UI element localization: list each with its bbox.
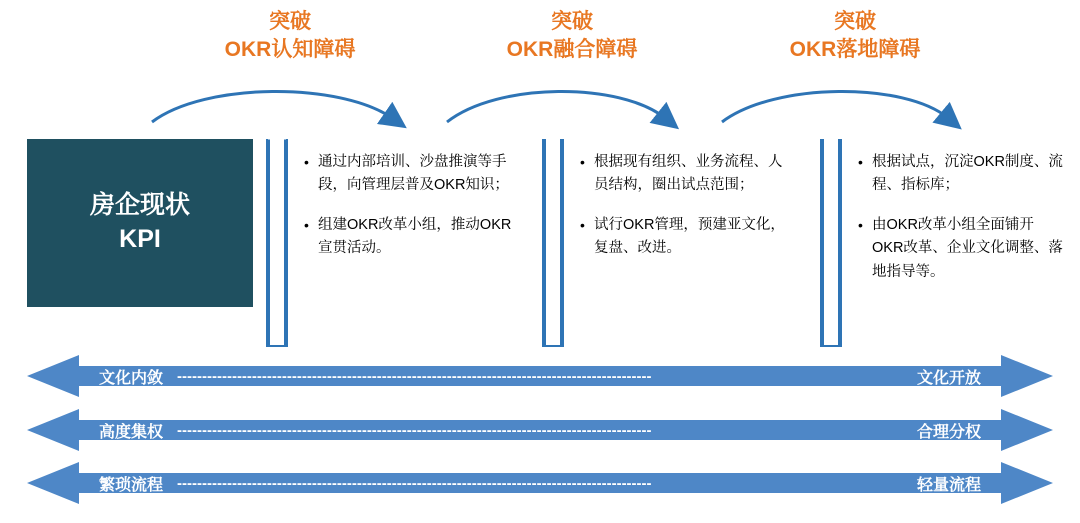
stage-2-bullet-2 — [580, 214, 792, 261]
top-arrow-label-2-line2: OKR融合障碍 — [506, 37, 638, 61]
top-arrow-label-1-line1: 突破 — [269, 10, 311, 33]
stage-1-bullet-2-text: 组建OKR改革小组，推动OKR宣贯活动。 — [318, 216, 512, 257]
stage-1-bullet-2 — [304, 214, 522, 261]
spectrum-1-dashes — [177, 355, 903, 397]
stage-3-bullet-2 — [858, 214, 1064, 284]
spectrum-2-left-label: 高度集权 — [99, 423, 164, 441]
stage-3-text — [858, 151, 1064, 284]
spectrum-3-left-label: 繁琐流程 — [99, 476, 164, 494]
spectrum-row-2 — [27, 409, 1053, 451]
bullet-icon: • — [858, 154, 863, 170]
stage-2-bullet-2-text: 试行OKR管理，预建亚文化，复盘、改进。 — [594, 216, 785, 257]
spectrum-1-right-label: 文化开放 — [916, 369, 981, 387]
stage-2-bullet-1-text: 根据现有组织、业务流程、人员结构，圈出试点范围； — [594, 154, 783, 194]
current-state-box — [27, 139, 253, 307]
curved-arrow-1 — [152, 91, 392, 122]
top-arrow-label-2 — [452, 8, 692, 63]
top-arrow-label-3-line2: OKR落地障碍 — [789, 37, 921, 61]
spectrum-2-right-label: 合理分权 — [916, 423, 981, 441]
stage-1-text — [304, 151, 522, 261]
spectrum-2-dash-text: ----------------------------------------------------------------------------------------------- — [177, 421, 652, 439]
stage-2-bullet-1 — [580, 151, 792, 198]
curved-arrow-3 — [722, 91, 948, 122]
top-arrow-label-3-line1: 突破 — [834, 10, 876, 33]
stage-2-bracket — [540, 139, 566, 347]
top-arrow-label-2-line1: 突破 — [551, 10, 593, 33]
stage-3-bracket — [818, 139, 844, 347]
stage-1-bullet-1-text: 通过内部培训、沙盘推演等手段，向管理层普及OKR知识； — [318, 154, 509, 194]
spectrum-row-3 — [27, 462, 1053, 504]
stage-1-bullet-1 — [304, 151, 522, 198]
bullet-icon: • — [580, 154, 585, 170]
current-state-line1: 房企现状 — [89, 191, 190, 220]
bullet-icon: • — [304, 154, 309, 170]
top-arrow-label-1-line2: OKR认知障碍 — [224, 37, 356, 61]
current-state-line2: KPI — [119, 225, 161, 253]
spectrum-1-left-label: 文化内敛 — [99, 369, 164, 387]
stage-3-bullet-1-text: 根据试点，沉淀OKR制度、流程、指标库； — [872, 154, 1063, 194]
spectrum-2-dashes — [177, 409, 903, 451]
spectrum-3-dash-text: ----------------------------------------------------------------------------------------------- — [177, 474, 652, 492]
spectrum-3-right-label: 轻量流程 — [916, 476, 981, 494]
stage-1-bracket — [264, 139, 290, 347]
curved-arrow-2 — [447, 91, 665, 122]
bullet-icon: • — [304, 216, 309, 233]
top-arrow-label-1 — [170, 8, 410, 63]
spectrum-row-1 — [27, 355, 1053, 397]
bullet-icon: • — [858, 216, 863, 233]
stage-2-text — [580, 151, 792, 261]
stage-3-bullet-2-text: 由OKR改革小组全面铺开OKR改革、企业文化调整、落地指导等。 — [872, 216, 1063, 280]
bullet-icon: • — [580, 216, 585, 233]
stage-3-bullet-1 — [858, 151, 1064, 198]
spectrum-3-dashes — [177, 462, 903, 504]
spectrum-1-dash-text: ----------------------------------------------------------------------------------------------- — [177, 367, 652, 385]
top-arrow-label-3 — [735, 8, 975, 63]
